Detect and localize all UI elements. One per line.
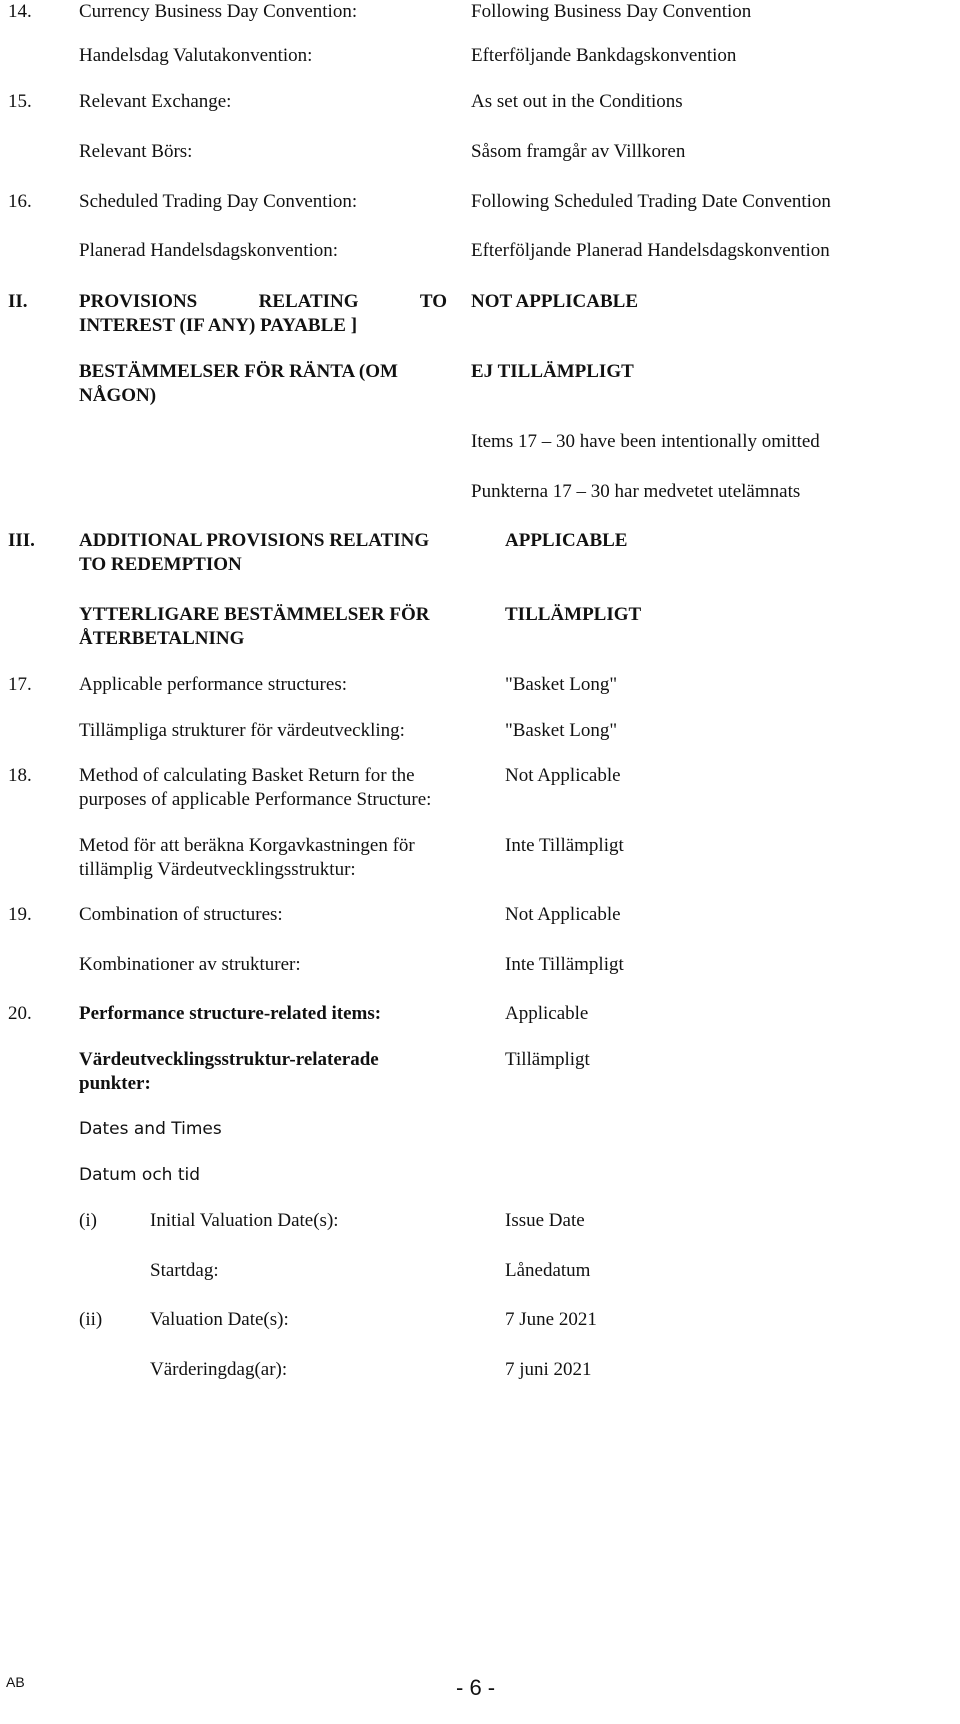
section-title-en-line2: TO REDEMPTION xyxy=(79,554,242,575)
item-value-en: As set out in the Conditions xyxy=(471,91,683,112)
item-label-sv: Planerad Handelsdagskonvention: xyxy=(79,240,339,261)
item-number: 19. xyxy=(8,904,32,925)
subitem-label-sv: Värderingdag(ar): xyxy=(150,1359,288,1380)
item-number: 18. xyxy=(8,765,32,786)
item-number: 17. xyxy=(8,674,32,695)
item-value-en: Not Applicable xyxy=(505,904,621,925)
subitem-number: (ii) xyxy=(79,1309,103,1330)
subitem-value-sv: Lånedatum xyxy=(505,1260,591,1281)
subitem-label-sv: Startdag: xyxy=(150,1260,219,1281)
section-title-en-line1: ADDITIONAL PROVISIONS RELATING xyxy=(79,530,430,551)
section-title-sv-line2: ÅTERBETALNING xyxy=(79,628,245,649)
item-label-en: Applicable performance structures: xyxy=(79,674,347,695)
section-title-en-line2: INTEREST (IF ANY) PAYABLE ] xyxy=(79,315,358,336)
item-value-en: Not Applicable xyxy=(505,765,621,786)
item-label-en-line1: Method of calculating Basket Return for the xyxy=(79,765,415,786)
section-value-en: APPLICABLE xyxy=(505,530,628,551)
item-value-en: Applicable xyxy=(505,1003,589,1024)
item-label-en: Scheduled Trading Day Convention: xyxy=(79,191,358,212)
item-value-sv: Inte Tillämpligt xyxy=(505,835,624,856)
item-label-sv-line2: tillämplig Värdeutvecklingsstruktur: xyxy=(79,859,356,880)
item-label-en: Combination of structures: xyxy=(79,904,283,925)
subitem-label-en: Valuation Date(s): xyxy=(150,1309,289,1330)
item-number: 16. xyxy=(8,191,32,212)
item-number: 14. xyxy=(8,1,32,22)
item-value-en: Following Business Day Convention xyxy=(471,1,752,22)
item-value-sv: Efterföljande Planerad Handelsdagskonvention xyxy=(471,240,830,261)
item-value-sv: Tillämpligt xyxy=(505,1049,590,1070)
section-value-en: NOT APPLICABLE xyxy=(471,291,638,312)
item-label-sv: Kombinationer av strukturer: xyxy=(79,954,301,975)
omitted-note-en: Items 17 – 30 have been intentionally omitted xyxy=(471,431,820,452)
subitem-label-en: Initial Valuation Date(s): xyxy=(150,1210,339,1231)
item-value-en: "Basket Long" xyxy=(505,674,618,695)
item-label-en: Currency Business Day Convention: xyxy=(79,1,358,22)
item-value-sv: Inte Tillämpligt xyxy=(505,954,624,975)
item-number: 20. xyxy=(8,1003,32,1024)
section-number: III. xyxy=(8,530,35,551)
section-number: II. xyxy=(8,291,28,312)
footer-initials: AB xyxy=(6,1674,25,1690)
item-value-sv: Efterföljande Bankdagskonvention xyxy=(471,45,737,66)
section-title-sv-line1: YTTERLIGARE BESTÄMMELSER FÖR xyxy=(79,604,430,625)
omitted-note-sv: Punkterna 17 – 30 har medvetet utelämnats xyxy=(471,481,801,502)
item-value-sv: "Basket Long" xyxy=(505,720,618,741)
subitem-value-en: 7 June 2021 xyxy=(505,1309,597,1330)
section-title-sv-line1: BESTÄMMELSER FÖR RÄNTA (OM xyxy=(79,361,398,382)
item-label-sv-line2: punkter: xyxy=(79,1073,151,1094)
item-number: 15. xyxy=(8,91,32,112)
subitem-number: (i) xyxy=(79,1210,97,1231)
subheading-sv: Datum och tid xyxy=(79,1165,201,1185)
item-label-sv: Tillämpliga strukturer för värdeutveckling: xyxy=(79,720,405,741)
item-label-en-line2: purposes of applicable Performance Structure: xyxy=(79,789,432,810)
page-number: - 6 - xyxy=(456,1675,496,1700)
section-title-word: TO xyxy=(419,291,447,312)
item-label-sv: Handelsdag Valutakonvention: xyxy=(79,45,313,66)
item-label-en: Relevant Exchange: xyxy=(79,91,232,112)
section-title-sv-line2: NÅGON) xyxy=(79,385,157,406)
item-label-sv-line1: Metod för att beräkna Korgavkastningen för xyxy=(79,835,415,856)
item-label-sv-line1: Värdeutvecklingsstruktur-relaterade xyxy=(79,1049,379,1070)
item-value-en: Following Scheduled Trading Date Convention xyxy=(471,191,831,212)
subheading-en: Dates and Times xyxy=(79,1119,222,1139)
item-label-en: Performance structure-related items: xyxy=(79,1003,382,1024)
section-value-sv: TILLÄMPLIGT xyxy=(505,604,642,625)
item-value-sv: Såsom framgår av Villkoren xyxy=(471,141,686,162)
section-title-word: PROVISIONS xyxy=(79,291,198,312)
section-title-word: RELATING xyxy=(258,291,359,312)
item-label-sv: Relevant Börs: xyxy=(79,141,193,162)
subitem-value-en: Issue Date xyxy=(505,1210,585,1231)
section-value-sv: EJ TILLÄMPLIGT xyxy=(471,361,634,382)
section-title-en-line1 xyxy=(79,290,447,313)
subitem-value-sv: 7 juni 2021 xyxy=(505,1359,592,1380)
